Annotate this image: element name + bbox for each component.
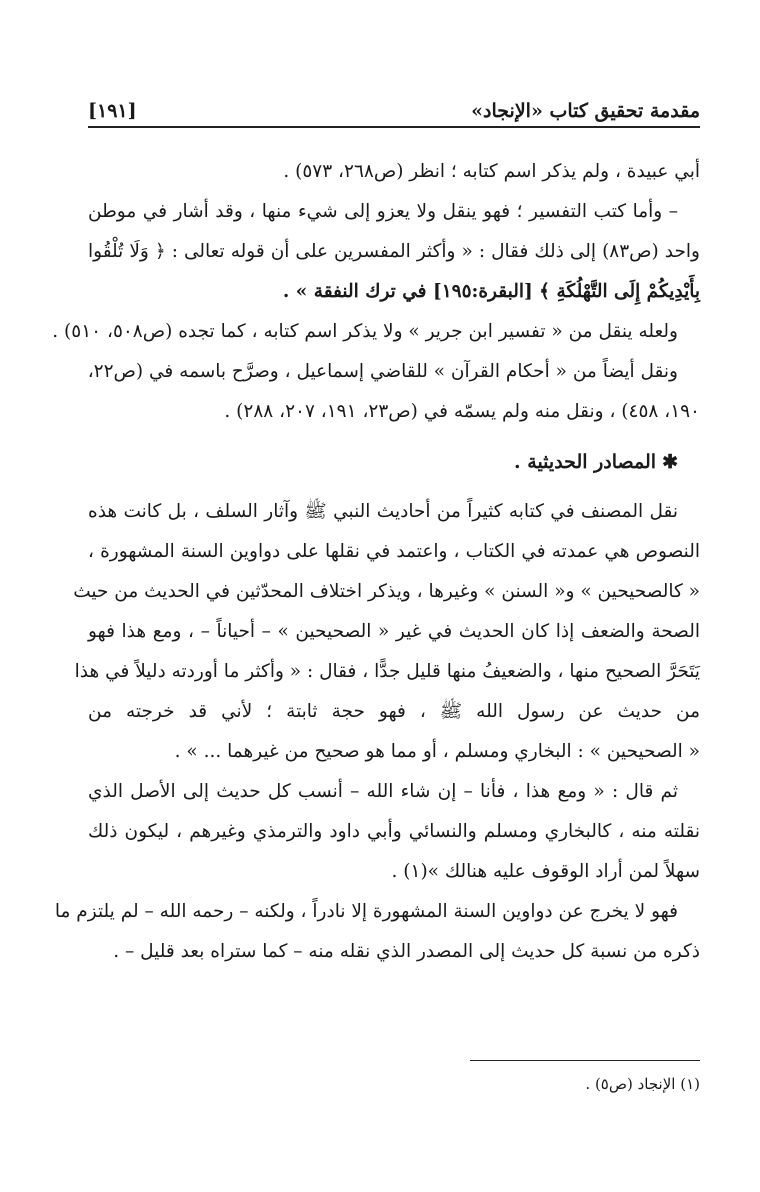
text-line: النصوص هي عمدته في الكتاب ، واعتمد في نقلها على دواوين السنة المشهورة ، (88, 541, 700, 562)
text-line: ١٩٠، ٤٥٨) ، ونقل منه ولم يسمّه في (ص٢٣، ١٩١، ٢٠٧، ٢٨٨) . (224, 401, 700, 422)
page-body (52, 152, 700, 972)
text-line: واحد (ص٨٣) إلى ذلك فقال : « وأكثر المفسرين على أن قوله تعالى : ﴿ وَلَا تُلْقُوا (88, 241, 700, 262)
footnote-divider (470, 1060, 700, 1061)
text-line: فهو لا يخرج عن دواوين السنة المشهورة إلا نادراً ، ولكنه – رحمه الله – لم يلتزم ما (54, 901, 678, 922)
text-line: ولعله ينقل من « تفسير ابن جرير » ولا يذكر اسم كتابه ، كما تجده (ص٥٠٨، ٥١٠) . (52, 321, 678, 342)
text-line: « كالصحيحين » و« السنن » وغيرها ، ويذكر اختلاف المحدّثين في الحديث من حيث (73, 581, 700, 602)
quran-verse-line: بِأَيْدِيكُمْ إِلَى التَّهْلُكَةِ ﴾ [البقرة:١٩٥] في ترك النفقة » . (282, 281, 700, 302)
text-line: أبي عبيدة ، ولم يذكر اسم كتابه ؛ انظر (ص٢٦٨، ٥٧٣) . (283, 161, 700, 182)
text-line: نقل المصنف في كتابه كثيراً من أحاديث النبي ﷺ وآثار السلف ، بل كانت هذه (88, 501, 678, 522)
text-line: من حديث عن رسول الله ﷺ ، فهو حجة ثابتة ؛ لأني قد خرجته من (88, 701, 700, 722)
text-line: يَتَحَرَّ الصحيح منها ، والضعيفُ منها قليل جدًّا ، فقال : « وأكثر ما أوردته دليلاً في هذا (74, 661, 700, 682)
page-header (88, 82, 700, 128)
section-heading (88, 442, 700, 482)
text-line: ذكره من نسبة كل حديث إلى المصدر الذي نقله منه – كما ستراه بعد قليل – . (113, 941, 700, 962)
text-line: ونقل أيضاً من « أحكام القرآن » للقاضي إسماعيل ، وصرَّح باسمه في (ص٢٢، (87, 361, 678, 382)
text-line: ثم قال : « ومع هذا ، فأنا – إن شاء الله – أنسب كل حديث إلى الأصل الذي (88, 781, 678, 802)
running-title: مقدمة تحقيق كتاب «الإنجاد» (471, 100, 700, 122)
text-line: « الصحيحين » : البخاري ومسلم ، أو مما هو صحيح من غيرهما ... » . (174, 741, 700, 762)
text-line: – وأما كتب التفسير ؛ فهو ينقل ولا يعزو إلى شيء منها ، وقد أشار في موطن (88, 201, 678, 222)
section-heading-text: المصادر الحديثية . (514, 451, 657, 473)
footnote: (١) الإنجاد (ص٥) . (585, 1075, 700, 1093)
text-line: الصحة والضعف إذا كان الحديث في غير « الصحيحين » – أحياناً – ، ومع هذا فهو (88, 621, 700, 642)
book-page (52, 60, 700, 1160)
page-number: [١٩١] (88, 100, 137, 122)
text-line: نقلته منه ، كالبخاري ومسلم والنسائي وأبي داود والترمذي وغيرهم ، ليكون ذلك (88, 821, 700, 842)
text-line: سهلاً لمن أراد الوقوف عليه هنالك »(١) . (391, 861, 700, 882)
asterisk-icon: ✱ (662, 451, 678, 473)
